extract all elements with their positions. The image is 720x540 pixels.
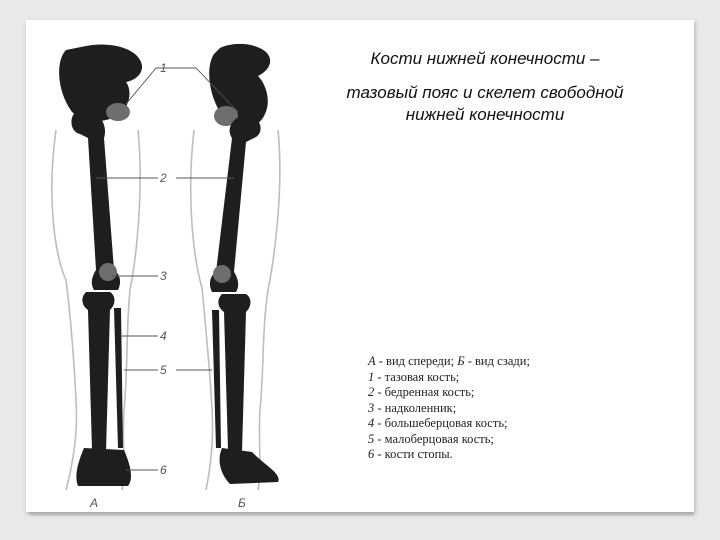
view-label-front: А xyxy=(90,496,99,510)
slide-title xyxy=(326,48,644,126)
callout-6: 6 xyxy=(160,463,167,477)
legend-item xyxy=(368,447,530,463)
legend-text: - кости стопы. xyxy=(374,447,453,461)
legend-item xyxy=(368,370,530,386)
legend-item xyxy=(368,432,530,448)
legend-key: Б xyxy=(457,354,465,368)
callout-5: 5 xyxy=(160,363,167,377)
legend-item xyxy=(368,401,530,417)
title-line-1: Кости нижней конечности – xyxy=(370,49,600,68)
fibula-front xyxy=(114,308,123,448)
femur-front xyxy=(71,110,120,290)
legend-key: 5 xyxy=(368,431,375,446)
tibia-front xyxy=(82,292,114,452)
legend-key: 4 xyxy=(368,416,375,430)
legend-text: - надколенник; xyxy=(374,400,457,415)
callout-4: 4 xyxy=(160,329,167,343)
legend-text: - бедренная кость; xyxy=(374,385,475,399)
legend-key: 6 xyxy=(368,447,375,461)
view-labels xyxy=(89,496,246,510)
foot-back xyxy=(220,448,279,484)
title-line-2: тазовый пояс и скелет свободной нижней конечности xyxy=(346,83,624,124)
legend-key: 1 xyxy=(368,369,375,384)
legend-text: - большеберцовая кость; xyxy=(374,416,508,430)
legend-key: 2 xyxy=(368,385,375,399)
callout-1: 1 xyxy=(160,61,167,75)
femur-back xyxy=(210,116,261,292)
back-view-skeleton xyxy=(209,44,278,484)
tibia-back xyxy=(218,294,250,452)
legend-item xyxy=(368,416,530,432)
callout-3: 3 xyxy=(160,269,167,283)
legend xyxy=(368,354,530,463)
foot-front xyxy=(76,448,131,486)
front-view-skeleton xyxy=(59,45,142,486)
legend-text: - тазовая кость; xyxy=(374,369,460,384)
pelvis-front xyxy=(59,45,142,121)
legend-key: А xyxy=(368,354,376,368)
callout-numbers xyxy=(159,61,167,477)
legend-text: - вид сзади; xyxy=(464,354,530,368)
legend-key: 3 xyxy=(368,400,375,415)
callout-2: 2 xyxy=(160,171,167,185)
view-label-back: Б xyxy=(238,496,246,510)
legend-text: - малоберцовая кость; xyxy=(374,431,494,446)
legend-text: - вид спереди; xyxy=(375,354,458,368)
legend-item-views xyxy=(368,354,530,370)
legend-item xyxy=(368,385,530,401)
slide xyxy=(26,20,694,512)
